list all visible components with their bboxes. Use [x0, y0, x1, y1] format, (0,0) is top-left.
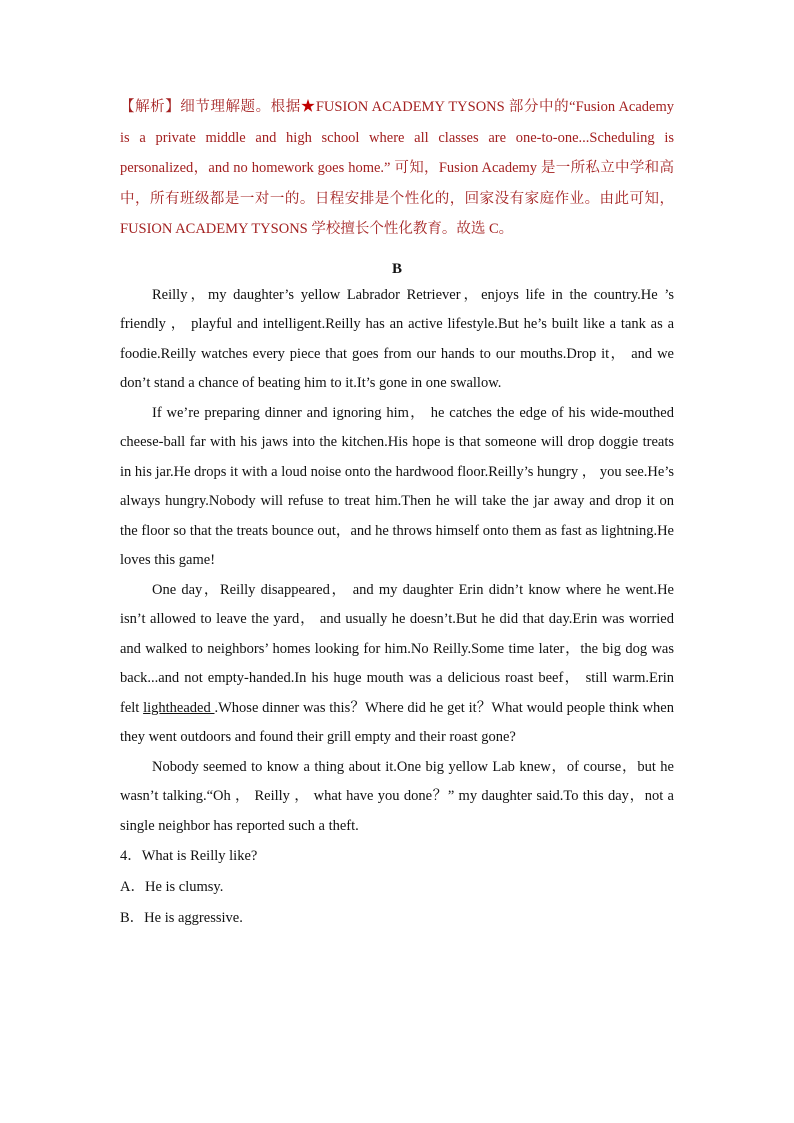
passage-paragraph-4: Nobody seemed to know a thing about it.One big yellow Lab knew，of course，but he wasn’t talking.“Oh ， Reilly ， what have you done？” my daughter said.To this day，not a single neighbor has reported such a theft.: [120, 758, 674, 834]
analysis-text: FUSION ACADEMY TYSONS 部分中的“Fusion Academy is a private middle and high school where all classes are one-to-one...Scheduling is personalized，and no homework goes home.” 可知，Fusion Academy 是一所私立中学和高中，所有班级都是一对一的。日程安排是个性化的，回家没有家庭作业。由此可知，FUSION ACADEMY TYSONS 学校擅长个性化教育。故选 C。: [120, 99, 675, 237]
star-icon: ★: [300, 99, 316, 115]
question-stem: 4．What is Reilly like?: [120, 848, 258, 864]
underlined-word: lightheaded: [143, 699, 215, 716]
analysis-tag: 【解析】: [120, 99, 181, 115]
option-a: A．He is clumsy.: [120, 879, 224, 895]
passage-paragraph-1: Reilly，my daughter’s yellow Labrador Retriever，enjoys life in the country.He ’s friendly ， playful and intelligent.Reilly has an active lifestyle.But he’s built like a tank as a foodie.Reilly watches every piece that goes from our hands to our mouths.Drop it， and we don’t stand a chance of beating him to it.It’s gone in one swallow.: [120, 286, 674, 391]
section-title: B: [391, 260, 402, 277]
option-b: B．He is aggressive.: [120, 910, 243, 926]
passage-paragraph-3: [120, 576, 674, 753]
analysis-lead: 细节理解题。根据: [180, 99, 301, 115]
paragraph-3-text-after: .Whose dinner was this？Where did he get it？What would people think when they went outdoors and found their grill empty and their roast gone?: [120, 699, 674, 745]
paragraph-3-text-before: One day，Reilly disappeared， and my daughter Erin didn’t know where he went.He isn’t allowed to leave the yard， and usually he doesn’t.But he did that day.Erin was worried and walked to neighbors’ homes looking for him.No Reilly.Some time later，the big dog was back...and not empty-handed.In his huge mouth was a delicious roast beef， still warm.Erin felt: [120, 581, 674, 716]
answer-analysis: [120, 92, 674, 245]
document-page: [120, 92, 674, 934]
passage-paragraph-2: If we’re preparing dinner and ignoring him， he catches the edge of his wide-mouthed cheese-ball far with his jaws into the kitchen.His hope is that someone will drop doggie treats in his jar.He drops it with a loud noise onto the hardwood floor.Reilly’s hungry ， you see.He’s always hungry.Nobody will refuse to treat him.Then he will take the jar away and drop it on the floor so that the treats bounce out，and he throws himself onto them as fast as lightning.He loves this game!: [120, 404, 674, 568]
